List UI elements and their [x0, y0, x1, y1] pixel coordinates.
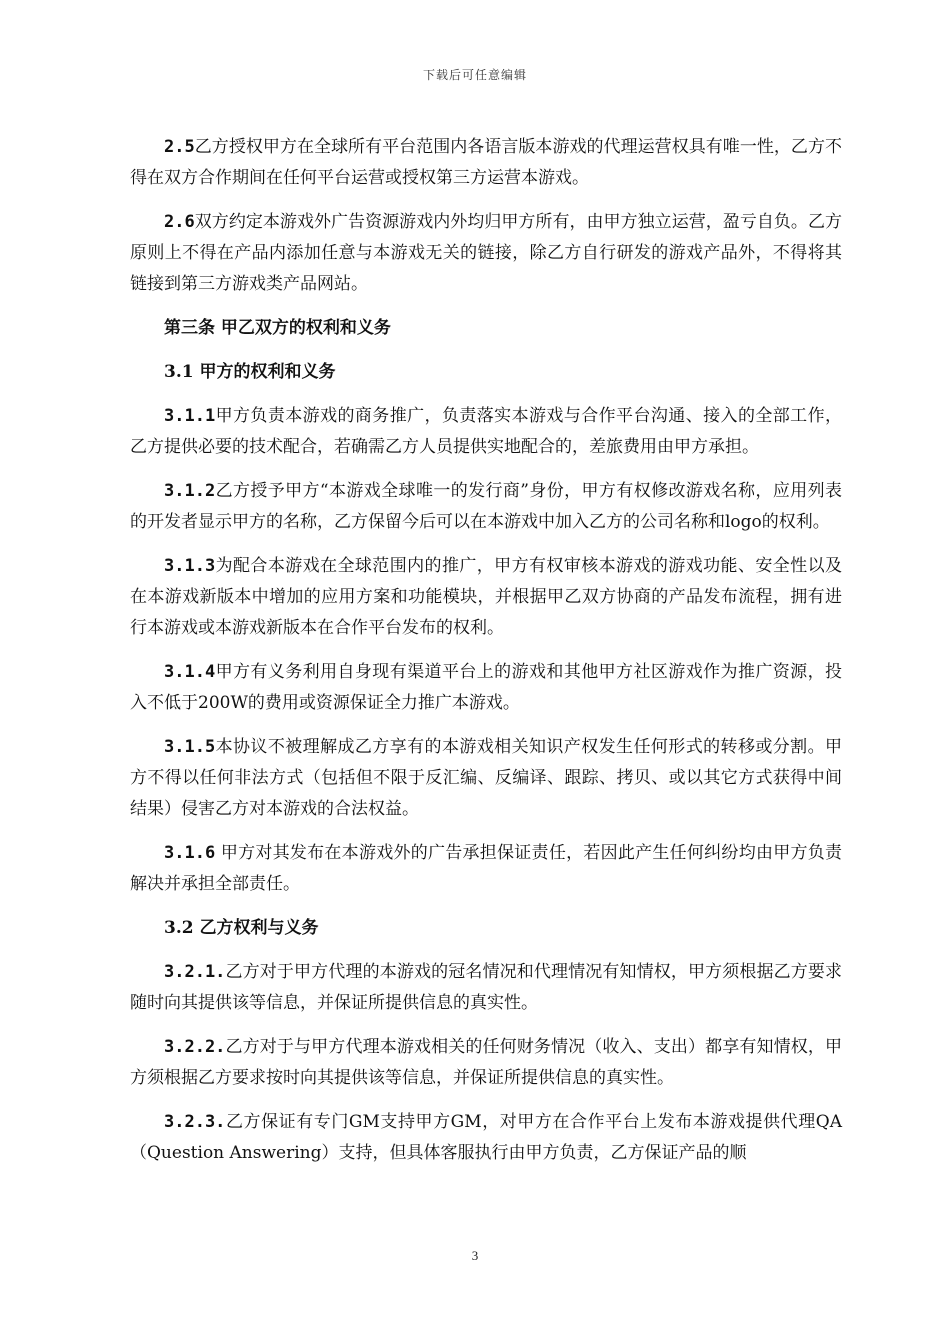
clause-number: 3.2.2.	[164, 1037, 226, 1057]
clause-number: 3.2.3.	[164, 1112, 226, 1132]
document-body	[130, 132, 842, 1182]
clause-number: 2.5	[164, 137, 195, 157]
clause-number: 3.1.6	[164, 843, 216, 863]
section-3-1-title: 3.1 甲方的权利和义务	[164, 362, 336, 382]
clause-text: 本协议不被理解成乙方享有的本游戏相关知识产权发生任何形式的转移或分割。甲方不得以任何非法方式（包括但不限于反汇编、反编译、跟踪、拷贝、或以其它方式获得中间结果）侵害乙方对本游戏的合法权益。	[130, 737, 842, 819]
clause-3-1-4	[130, 657, 842, 719]
clause-text: 甲方负责本游戏的商务推广，负责落实本游戏与合作平台沟通、接入的全部工作，乙方提供必要的技术配合，若确需乙方人员提供实地配合的，差旅费用由甲方承担。	[130, 406, 842, 457]
clause-3-1-2	[130, 476, 842, 538]
clause-3-1-5	[130, 732, 842, 825]
clause-text: 甲方对其发布在本游戏外的广告承担保证责任，若因此产生任何纠纷均由甲方负责解决并承担全部责任。	[130, 843, 842, 894]
clause-text: 乙方对于与甲方代理本游戏相关的任何财务情况（收入、支出）都享有知情权，甲方须根据乙方要求按时向其提供该等信息，并保证所提供信息的真实性。	[130, 1037, 842, 1088]
clause-number: 3.1.1	[164, 406, 216, 426]
page-header: 下载后可任意编辑	[422, 68, 527, 82]
section-3-2-title: 3.2 乙方权利与义务	[164, 918, 319, 938]
clause-number: 3.1.3	[164, 556, 216, 576]
clause-number: 3.1.4	[164, 662, 216, 682]
page-number: 3	[471, 1248, 479, 1263]
clause-text: 乙方保证有专门GM支持甲方GM，对甲方在合作平台上发布本游戏提供代理QA（Question Answering）支持，但具体客服执行由甲方负责，乙方保证产品的顺	[130, 1112, 842, 1163]
clause-3-2-1	[130, 957, 842, 1019]
clause-text: 双方约定本游戏外广告资源游戏内外均归甲方所有，由甲方独立运营，盈亏自负。乙方原则上不得在产品内添加任意与本游戏无关的链接，除乙方自行研发的游戏产品外，不得将其链接到第三方游戏类产品网站。	[130, 212, 842, 294]
clause-number: 3.2.1.	[164, 962, 226, 982]
clause-2-6	[130, 207, 842, 300]
clause-text: 为配合本游戏在全球范围内的推广，甲方有权审核本游戏的游戏功能、安全性以及在本游戏新版本中增加的应用方案和功能模块，并根据甲乙双方协商的产品发布流程，拥有进行本游戏或本游戏新版本在合作平台发布的权利。	[130, 556, 842, 638]
clause-text: 乙方授权甲方在全球所有平台范围内各语言版本游戏的代理运营权具有唯一性，乙方不得在双方合作期间在任何平台运营或授权第三方运营本游戏。	[130, 137, 842, 188]
clause-3-2-2	[130, 1032, 842, 1094]
clause-2-5	[130, 132, 842, 194]
clause-3-2-3	[130, 1107, 842, 1169]
clause-text: 乙方对于甲方代理的本游戏的冠名情况和代理情况有知情权，甲方须根据乙方要求随时向其提供该等信息，并保证所提供信息的真实性。	[130, 962, 842, 1013]
clause-3-1-1	[130, 401, 842, 463]
clause-3-1-3	[130, 551, 842, 644]
clause-text: 乙方授予甲方“本游戏全球唯一的发行商”身份，甲方有权修改游戏名称，应用列表的开发者显示甲方的名称，乙方保留今后可以在本游戏中加入乙方的公司名称和logo的权利。	[130, 481, 842, 532]
clause-number: 3.1.5	[164, 737, 216, 757]
clause-3-1-6	[130, 838, 842, 900]
clause-number: 3.1.2	[164, 481, 216, 501]
clause-text: 甲方有义务利用自身现有渠道平台上的游戏和其他甲方社区游戏作为推广资源，投入不低于200W的费用或资源保证全力推广本游戏。	[130, 662, 842, 713]
clause-number: 2.6	[164, 212, 195, 232]
article-3-title: 第三条 甲乙双方的权利和义务	[164, 318, 391, 338]
